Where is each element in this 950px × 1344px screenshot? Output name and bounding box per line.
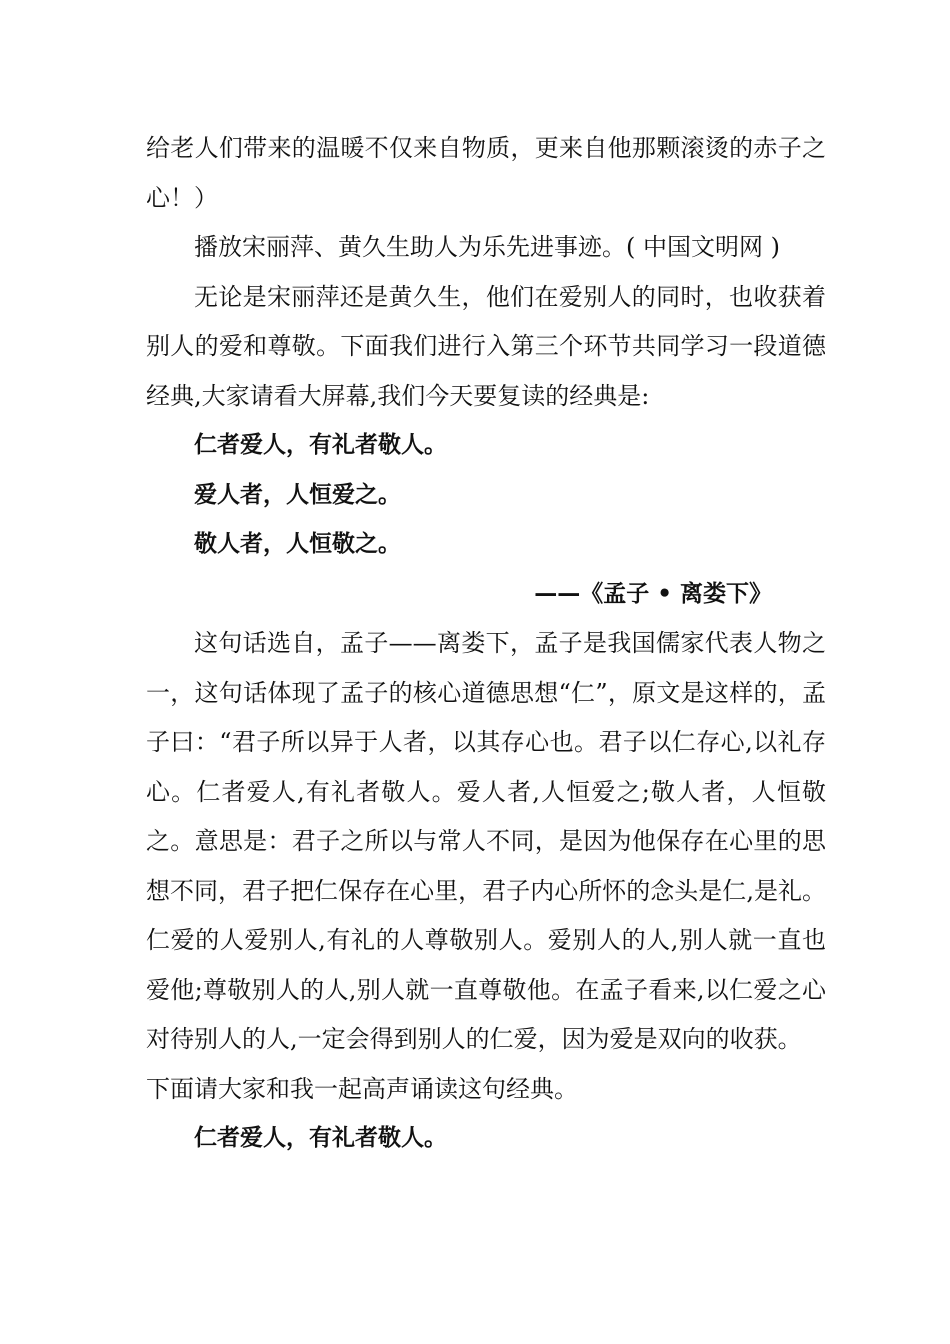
classic-quote-line-2: 爱人者，人恒爱之。 bbox=[194, 481, 401, 508]
paragraph-explanation: 这句话选自，孟子——离娄下，孟子是我国儒家代表人物之一，这句话体现了孟子的核心道德思想“仁”，原文是这样的，孟子曰：“君子所以异于人者，以其存心也。君子以仁存心,以礼存心。仁者爱人,有礼者敬人。爱人者,人恒爱之;敬人者，人恒敬之。意思是：君子之所以与常人不同，是因为他保存在心里的思想不同，君子把仁保存在心里，君子内心所怀的念头是仁,是礼。仁爱的人爱别人,有礼的人尊敬别人。爱别人的人,别人就一直也爱他;尊敬别人的人,别人就一直尊敬他。在孟子看来,以仁爱之心对待别人的人,一定会得到别人的仁爱，因为爱是双向的收获。 bbox=[146, 629, 826, 1053]
paragraph-play-video: 播放宋丽萍、黄久生助人为乐先进事迹。( 中国文明网 ) bbox=[194, 233, 780, 261]
quote-source: ——《孟子 • 离娄下》 bbox=[534, 580, 772, 607]
paragraph-recite-invite: 下面请大家和我一起高声诵读这句经典。 bbox=[146, 1074, 578, 1103]
document-page bbox=[146, 124, 826, 1164]
classic-quote-repeat: 仁者爱人，有礼者敬人。 bbox=[194, 1125, 447, 1151]
paragraph-continuation: 给老人们带来的温暖不仅来自物质，更来自他那颗滚烫的赤子之心！） bbox=[146, 134, 826, 212]
classic-quote-line-3: 敬人者，人恒敬之。 bbox=[194, 531, 401, 557]
classic-quote-line-1: 仁者爱人，有礼者敬人。 bbox=[194, 432, 447, 458]
paragraph-intro-classic: 无论是宋丽萍还是黄久生，他们在爱别人的同时，也收获着别人的爱和尊敬。下面我们进行入第三个环节共同学习一段道德经典,大家请看大屏幕,我们今天要复读的经典是: bbox=[146, 282, 826, 410]
